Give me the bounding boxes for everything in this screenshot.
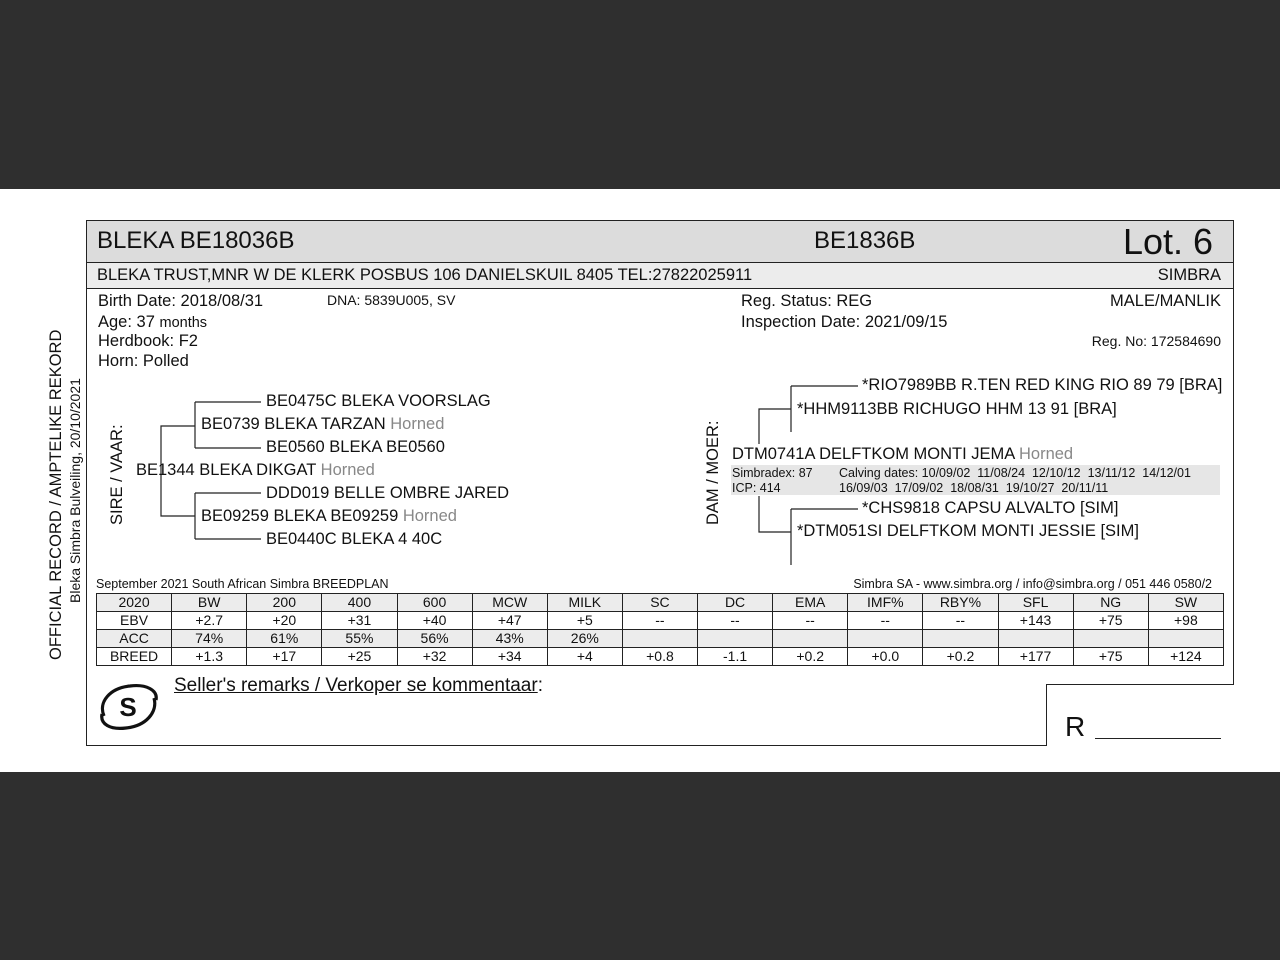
- seller-remarks: [174, 675, 543, 697]
- ebv-cell: 74%: [172, 630, 247, 648]
- ebv-cell: SFL: [998, 594, 1073, 612]
- ebv-cell: --: [773, 612, 848, 630]
- birth-date: Birth Date: 2018/08/31: [98, 292, 264, 310]
- ebv-cell: +2.7: [172, 612, 247, 630]
- sire-dam-name: BE09259 BLEKA BE09259: [201, 507, 399, 525]
- ebv-cell: SW: [1148, 594, 1223, 612]
- sire-label: SIRE / VAAR:: [108, 424, 126, 525]
- breedplan-contact: Simbra SA - www.simbra.org / info@simbra.org / 051 446 0580/2: [853, 577, 1212, 591]
- dam-dam: *DTM051SI DELFTKOM MONTI JESSIE [SIM]: [797, 522, 1139, 540]
- ear-tag: BE1836B: [814, 227, 916, 254]
- ebv-row-label: BREED: [97, 648, 172, 666]
- reg-status: Reg. Status: REG: [741, 292, 873, 310]
- ebv-cell: +17: [247, 648, 322, 666]
- dam-name: DTM0741A DELFTKOM MONTI JEMA: [732, 445, 1015, 463]
- ebv-cell: 400: [322, 594, 397, 612]
- sire-dam-dam: BE0440C BLEKA 4 40C: [266, 530, 443, 548]
- ebv-cell: --: [848, 612, 923, 630]
- ebv-cell: +20: [247, 612, 322, 630]
- lot-number: Lot. 6: [1123, 221, 1214, 262]
- ebv-cell: SC: [622, 594, 697, 612]
- ebv-cell: EMA: [773, 594, 848, 612]
- ebv-cell: +75: [1073, 648, 1148, 666]
- ebv-cell: [1148, 630, 1223, 648]
- dam-dam-sire: *CHS9818 CAPSU ALVALTO [SIM]: [862, 499, 1119, 517]
- ebv-cell: +47: [472, 612, 547, 630]
- ebv-cell: [848, 630, 923, 648]
- ebv-cell: [622, 630, 697, 648]
- sire-dam-sire: DDD019 BELLE OMBRE JARED: [266, 484, 509, 502]
- official-record-label: OFFICIAL RECORD / AMPTELIKE REKORD: [47, 329, 65, 660]
- logo-letter: S: [119, 692, 137, 722]
- herdbook: Herdbook: F2: [98, 332, 198, 350]
- sire-sire-dam: BE0560 BLEKA BE0560: [266, 438, 445, 456]
- ebv-row: [97, 612, 1224, 630]
- ebv-cell: --: [622, 612, 697, 630]
- ebv-table: [96, 593, 1224, 666]
- sire-dam-horn: Horned: [402, 507, 457, 525]
- dam-sire-sire: *RIO7989BB R.TEN RED KING RIO 89 79 [BRA]: [862, 376, 1223, 394]
- ebv-cell: 61%: [247, 630, 322, 648]
- ebv-cell: 55%: [322, 630, 397, 648]
- ebv-cell: +25: [322, 648, 397, 666]
- sire-name: BE1344 BLEKA DIKGAT: [136, 461, 317, 479]
- ebv-cell: +31: [322, 612, 397, 630]
- owner-line: BLEKA TRUST,MNR W DE KLERK POSBUS 106 DANIELSKUIL 8405 TEL:27822025911: [97, 266, 753, 284]
- price-prefix: R: [1065, 711, 1086, 742]
- ebv-cell: NG: [1073, 594, 1148, 612]
- ebv-cell: 26%: [547, 630, 622, 648]
- dam-horn: Horned: [1018, 445, 1074, 463]
- ebv-cell: +40: [397, 612, 472, 630]
- horn-status: Horn: Polled: [98, 352, 189, 370]
- ebv-row-label: EBV: [97, 612, 172, 630]
- breed-label: SIMBRA: [1157, 266, 1221, 284]
- ebv-row: [97, 630, 1224, 648]
- age-value: Age: 37: [98, 313, 155, 331]
- ebv-cell: IMF%: [848, 594, 923, 612]
- ebv-cell: +177: [998, 648, 1073, 666]
- ebv-cell: +1.3: [172, 648, 247, 666]
- ebv-cell: +75: [1073, 612, 1148, 630]
- ebv-cell: +34: [472, 648, 547, 666]
- sire-sire-name: BE0739 BLEKA TARZAN: [201, 415, 386, 433]
- ebv-cell: +98: [1148, 612, 1223, 630]
- ebv-cell: 600: [397, 594, 472, 612]
- ebv-cell: MILK: [547, 594, 622, 612]
- ebv-row-label: 2020: [97, 594, 172, 612]
- price-field[interactable]: [1095, 738, 1221, 739]
- ebv-row: [97, 648, 1224, 666]
- ebv-cell: MCW: [472, 594, 547, 612]
- inspection-date: Inspection Date: 2021/09/15: [741, 313, 948, 331]
- icp: ICP: 414: [732, 481, 781, 495]
- sire-sire-horn: Horned: [390, 415, 445, 433]
- ebv-cell: -1.1: [698, 648, 773, 666]
- simbradex: Simbradex: 87: [732, 466, 813, 480]
- ebv-cell: +32: [397, 648, 472, 666]
- calving-dates-1: Calving dates: 10/09/02 11/08/24 12/10/12 13/11/12 14/12/01: [839, 466, 1191, 480]
- simbra-logo: [96, 680, 160, 732]
- calving-dates-2: 16/09/03 17/09/02 18/08/31 19/10/27 20/11/11: [839, 481, 1109, 495]
- ebv-cell: [1073, 630, 1148, 648]
- ebv-cell: +0.2: [923, 648, 998, 666]
- ebv-cell: +5: [547, 612, 622, 630]
- ebv-cell: [698, 630, 773, 648]
- ebv-cell: [923, 630, 998, 648]
- dam-label: DAM / MOER:: [704, 420, 722, 525]
- ebv-cell: BW: [172, 594, 247, 612]
- dam-name-line: [732, 445, 1073, 464]
- seller-remarks-colon: :: [537, 675, 543, 696]
- ebv-cell: 200: [247, 594, 322, 612]
- reg-no: Reg. No: 172584690: [1091, 333, 1221, 349]
- ebv-cell: RBY%: [923, 594, 998, 612]
- ebv-row-label: ACC: [97, 630, 172, 648]
- ebv-cell: +0.0: [848, 648, 923, 666]
- ebv-cell: +124: [1148, 648, 1223, 666]
- ebv-cell: +0.8: [622, 648, 697, 666]
- sire-sire-sire: BE0475C BLEKA VOORSLAG: [266, 392, 491, 410]
- ebv-cell: 56%: [397, 630, 472, 648]
- ebv-cell: [998, 630, 1073, 648]
- ebv-cell: 43%: [472, 630, 547, 648]
- ebv-cell: +0.2: [773, 648, 848, 666]
- sire-horn: Horned: [320, 461, 375, 479]
- ebv-cell: [773, 630, 848, 648]
- breedplan-title: September 2021 South African Simbra BREEDPLAN: [96, 577, 389, 591]
- auction-label: Bleka Simbra Bulveiling, 20/10/2021: [67, 378, 83, 603]
- ebv-cell: --: [923, 612, 998, 630]
- animal-name: BLEKA BE18036B: [97, 227, 295, 254]
- seller-remarks-label: Seller's remarks / Verkoper se kommentaar: [174, 675, 538, 696]
- ebv-cell: +143: [998, 612, 1073, 630]
- ebv-cell: DC: [698, 594, 773, 612]
- ebv-row: [97, 594, 1224, 612]
- ebv-cell: +4: [547, 648, 622, 666]
- sex: MALE/MANLIK: [1110, 292, 1221, 310]
- dam-sire: *HHM9113BB RICHUGO HHM 13 91 [BRA]: [797, 400, 1117, 418]
- dna: DNA: 5839U005, SV: [327, 292, 456, 308]
- ebv-cell: --: [698, 612, 773, 630]
- age-unit: months: [159, 315, 208, 331]
